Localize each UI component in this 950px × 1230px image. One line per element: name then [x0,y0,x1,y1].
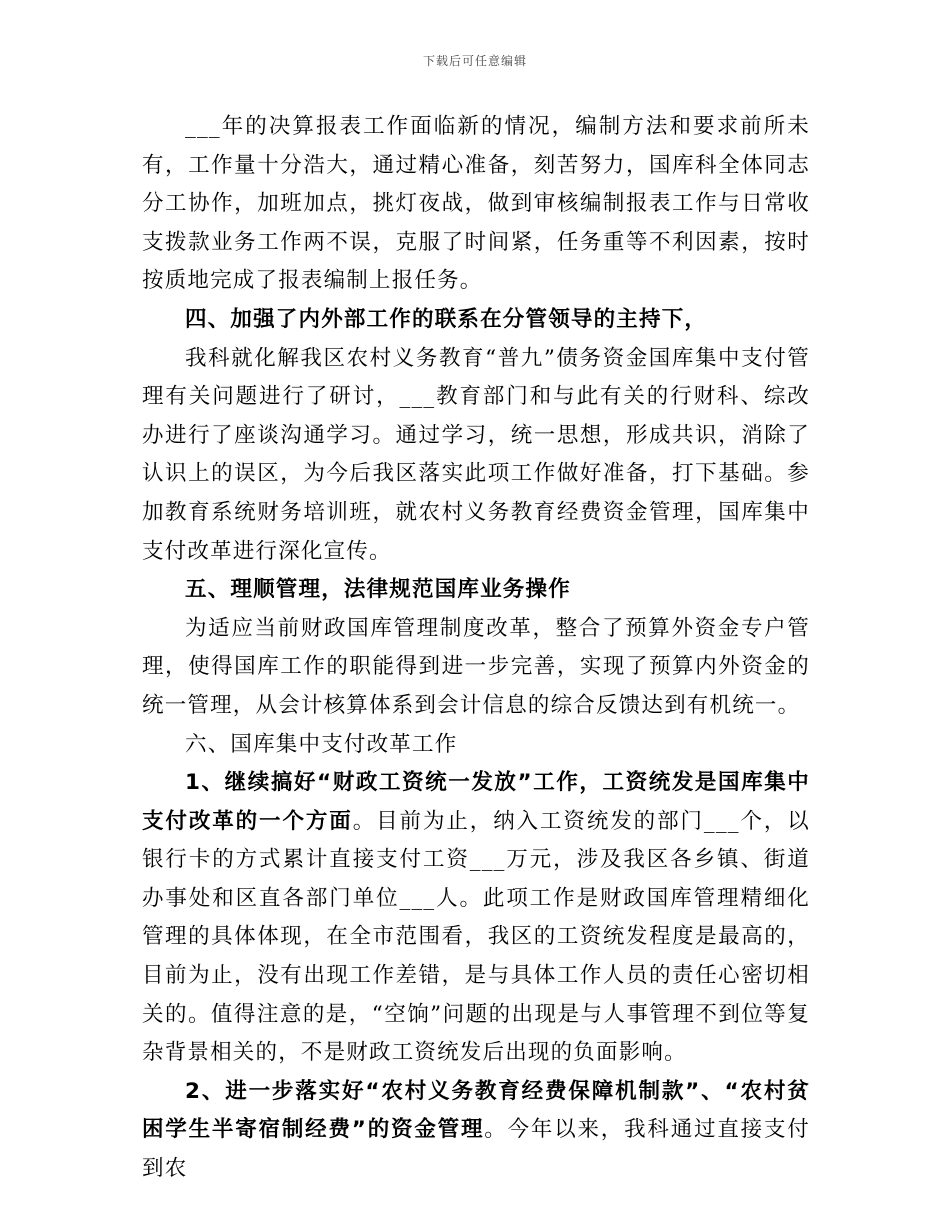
paragraph-treasury-reform: 为适应当前财政国库管理制度改革，整合了预算外资金专户管理，使得国库工作的职能得到进一步完善，实现了预算内外资金的统一管理，从会计核算体系到会计信息的综合反馈达到有机统一。 [142,615,810,718]
section-heading-6: 六、国库集中支付改革工作 [185,731,458,757]
paragraph-education-debt: 我科就化解我区农村义务教育“普九”债务资金国库集中支付管理有关问题进行了研讨，___教育部门和与此有关的行财科、综改办进行了座谈沟通学习。通过学习，统一思想，形成共识，消除了认识上的误区，为今后我区落实此项工作做好准备，打下基础。参加教育系统财务培训班，就农村义务教育经费资金管理，国库集中支付改革进行深化宣传。 [142,345,810,564]
section-heading-4: 四、加强了内外部工作的联系在分管领导的主持下， [185,306,708,332]
paragraph-final-accounts: ___年的决算报表工作面临新的情况，编制方法和要求前所未有，工作量十分浩大，通过精心准备，刻苦努力，国库科全体同志分工协作，加班加点，挑灯夜战，做到审核编制报表工作与日常收支拨款业务工作两不误，克服了时间紧，任务重等不利因素，按时按质地完成了报表编制上报任务。 [142,114,810,294]
page-header-note: 下载后可任意编辑 [422,54,527,68]
paragraph-item-2 [142,1073,810,1189]
item-2-body: 。今年以来，我科通过直接支付到农 [142,1117,810,1182]
section-heading-5: 五、理顺管理，法律规范国库业务操作 [185,577,571,603]
item-1-lead: 1、继续搞好“财政工资统一发放”工作，工资统发是国库集中支付改革的一个方面 [142,770,810,834]
paragraph-item-1 [142,764,810,1073]
item-1-body: 。目前为止，纳入工资统发的部门___个，以银行卡的方式累计直接支付工资___万元，涉及我区各乡镇、街道办事处和区直各部门单位___人。此项工作是财政国库管理精细化管理的具体体现，在全市范围看，我区的工资统发程度是最高的，目前为止，没有出现工作差错，是与具体工作人员的责任心密切相关的。值得注意的是，“空饷”问题的出现是与人事管理不到位等复杂背景相关的，不是财政工资统发后出现的负面影响。 [142,808,810,1066]
document-body [142,108,810,1189]
item-2-lead: 2、进一步落实好“农村义务教育经费保障机制款”、“农村贫困学生半寄宿制经费”的资金管理 [142,1078,810,1143]
